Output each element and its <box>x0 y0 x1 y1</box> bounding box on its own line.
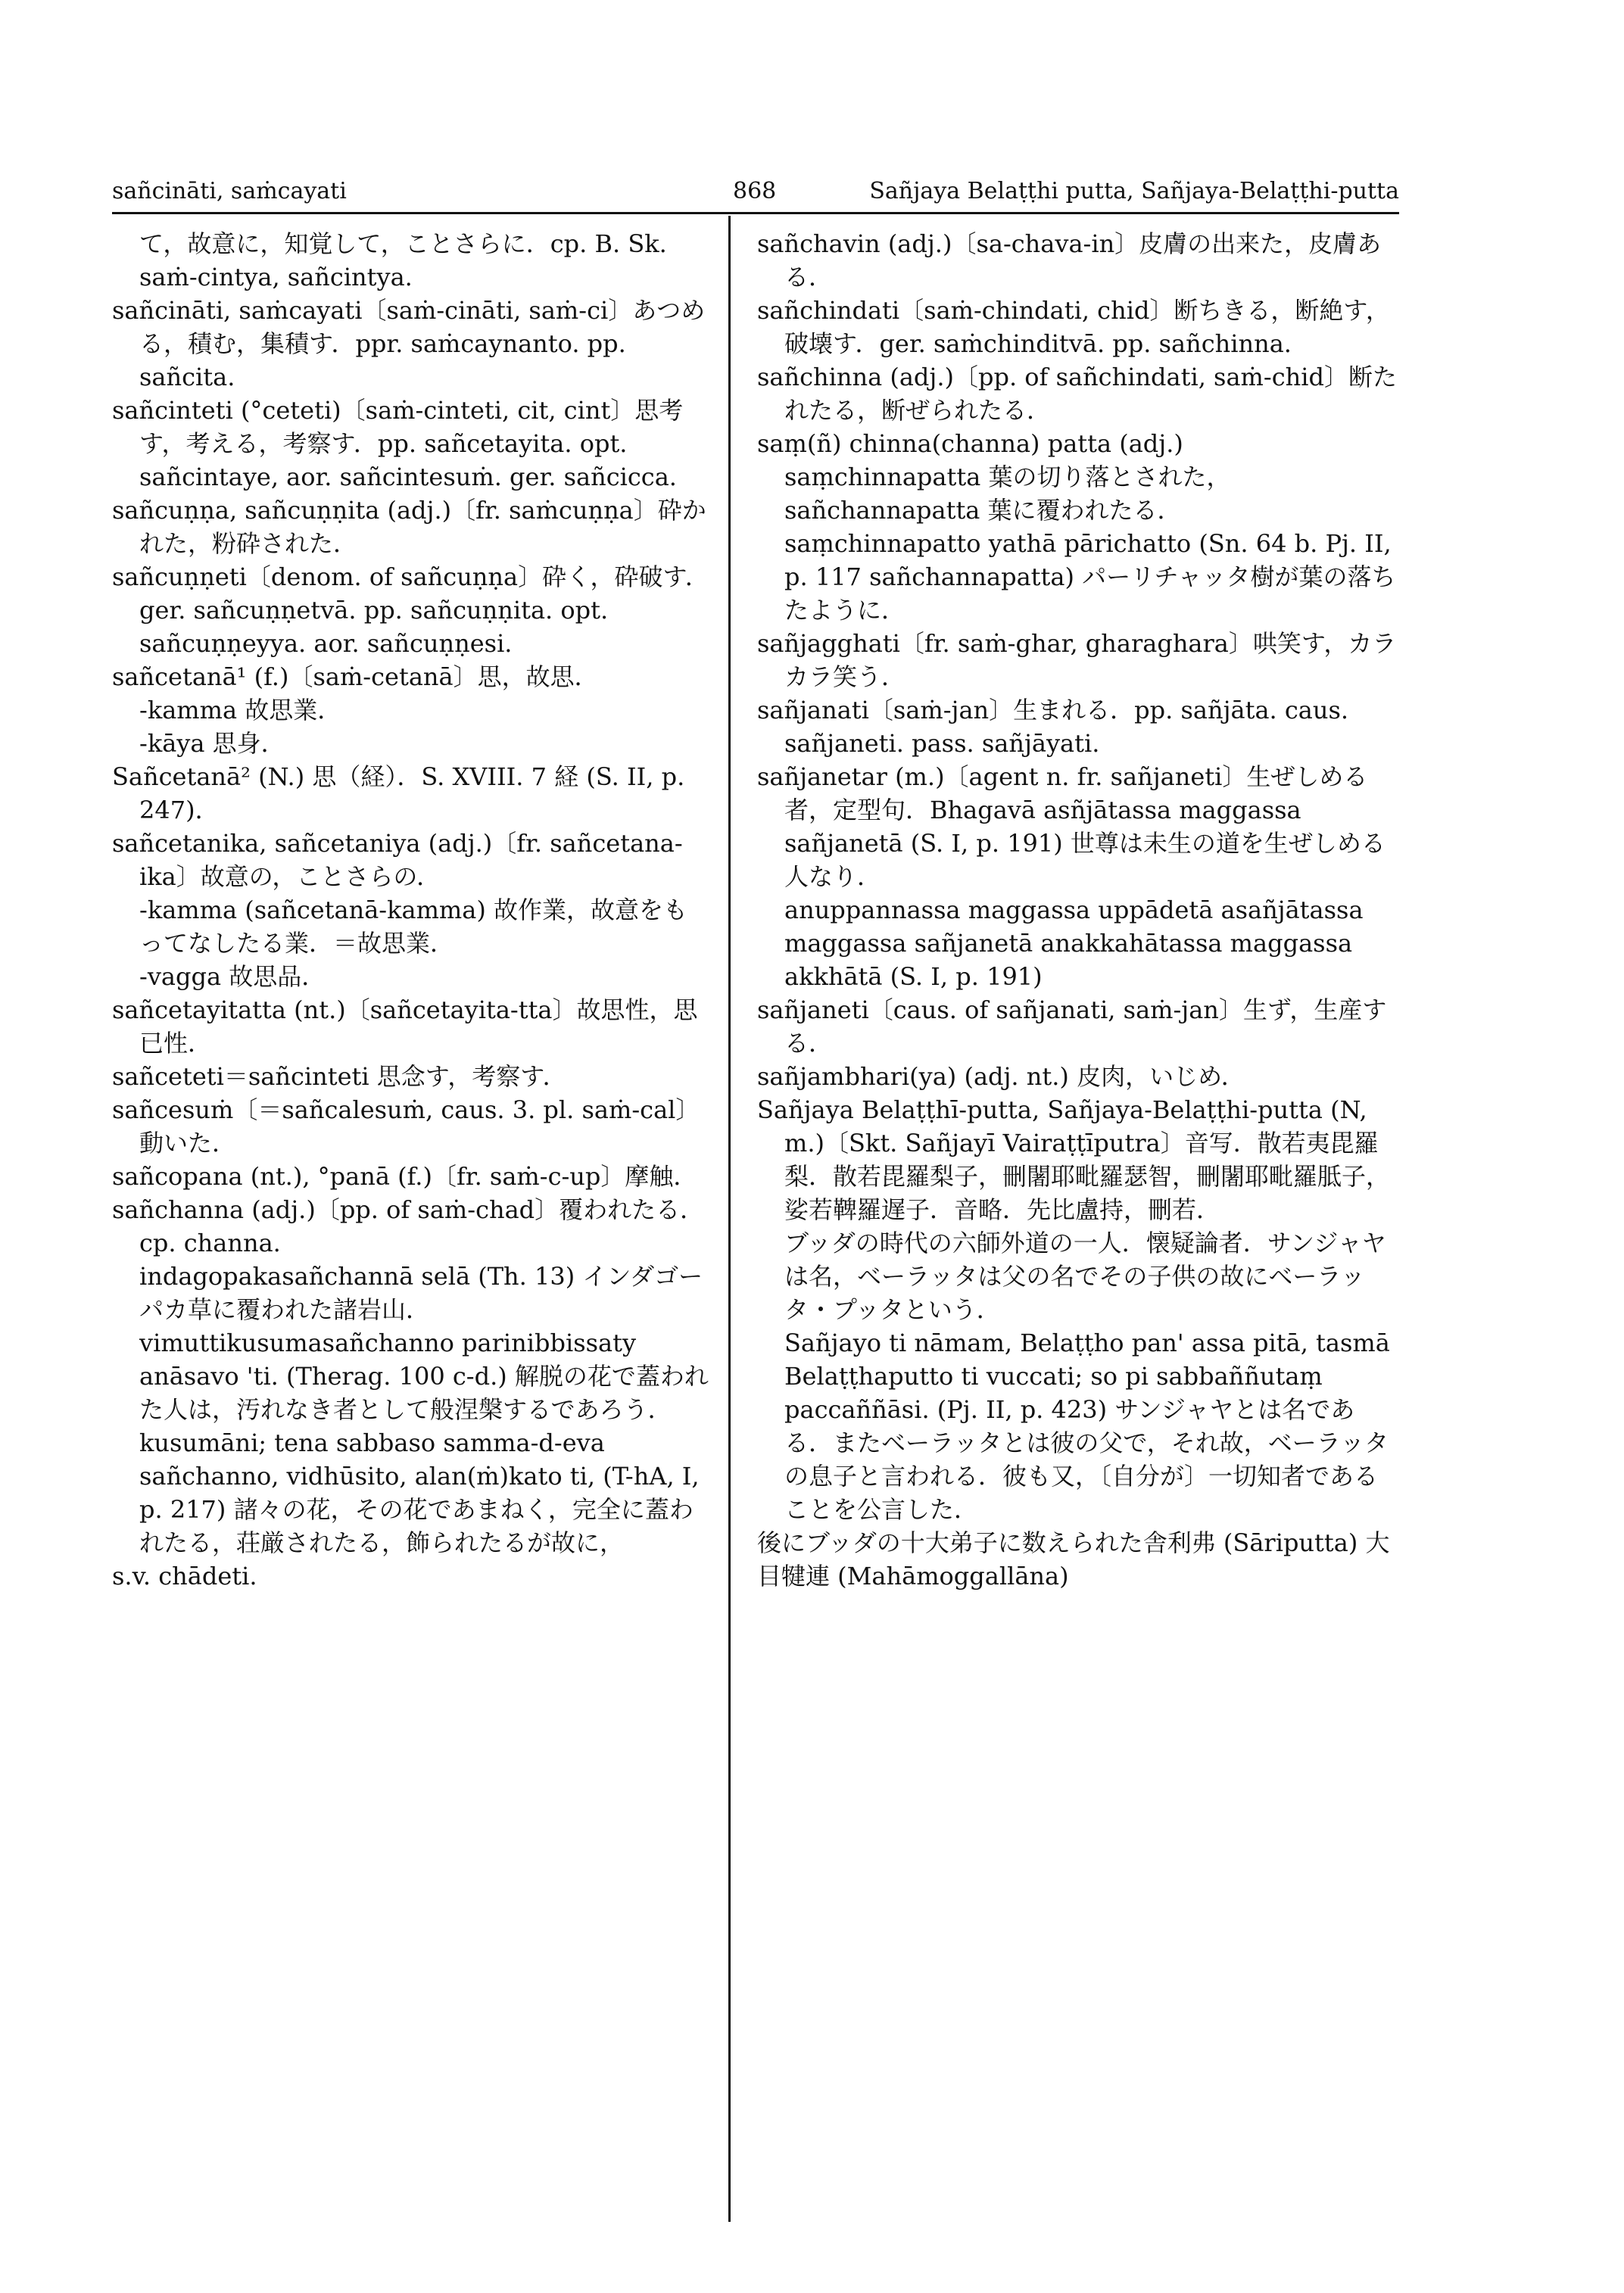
column-divider <box>728 216 731 2222</box>
example-sanjayo: Sañjayo ti nāmam, Belaṭṭho pan' assa pitā, tasmā Belaṭṭhaputto ti vuccati; so pi sabbaññutaṃ paccaññāsi. (Pj. II, p. 423) サンジャヤとは名である．またベーラッタとは彼の父で，それ故，ベーラッタの息子と言われる．彼も又，〔自分が〕一切知者であることを公言した． <box>784 1329 1390 1524</box>
subentry-sanchannapatta: sañchannapatta 葉に覆われたる． <box>784 496 1182 525</box>
entry-sancunneti: sañcuṇṇeti〔denom. of sañcuṇṇa〕砕く，砕破す．ger. sañcuṇṇetvā. pp. sañcuṇṇita. opt. sañcuṇṇeyya. aor. sañcuṇṇesi. <box>112 562 709 658</box>
subentry-kamma-2: -kamma (sañcetanā-kamma) 故作業，故意をもってなしたる業．＝故思業． <box>139 896 688 958</box>
subentry-samchinnapatta: saṃchinnapatta 葉の切り落とされた， <box>784 463 1231 491</box>
example-kusumani: kusumāni; tena sabbaso samma-d-eva sañchanno, vidhūsito, alan(ṁ)kato ti, (T-hA, I, p. 217) 諸々の花，その花であまねく，完全に蓋われたる，荘厳されたる，飾られたるが故に， <box>139 1428 700 1557</box>
example-vimutti: vimuttikusumasañchanno parinibbissaty anāsavo 'ti. (Therag. 100 c-d.) 解脱の花で蓋われた人は，汚れなき者として般涅槃するであろう． <box>139 1329 709 1424</box>
entry-sancesum: sañcesuṁ〔＝sañcalesuṁ, caus. 3. pl. saṁ-cal〕動いた． <box>112 1095 700 1157</box>
right-column <box>757 227 1401 1593</box>
example-samchinnapatto: saṃchinnapatto yathā pārichatto (Sn. 64 b. Pj. II, p. 117 sañchannapatta) パーリチャッタ樹が葉の落ちたように． <box>784 529 1396 625</box>
entry-sancetana-1: sañcetanā¹ (f.)〔saṁ-cetanā〕思，故思． <box>112 662 599 691</box>
note-six-teachers: ブッダの時代の六師外道の一人．懐疑論者．サンジャヤは名，ベーラッタは父の名でその子供の故にベーラッタ・プッタという． <box>784 1229 1386 1324</box>
example-indagopaka: indagopakasañchannā selā (Th. 13) インダゴーパカ草に覆われた諸岩山． <box>139 1262 703 1324</box>
see-also-chadeti: s.v. chādeti. <box>112 1562 257 1590</box>
entry-sanchanna: sañchanna (adj.)〔pp. of saṁ-chad〕覆われたる．cp. channa. <box>112 1195 705 1257</box>
page-number: 868 <box>733 178 777 204</box>
header-left-guide-word: sañcināti, saṁcayati <box>112 178 347 204</box>
entry-sancinati: sañcināti, saṁcayati〔saṁ-cināti, saṁ-ci〕あつめる，積む，集積す．ppr. saṁcaynanto. pp. sañcita. <box>112 296 706 391</box>
entry-sanceteti: sañceteti＝sañcinteti 思念す，考察す． <box>112 1062 567 1091</box>
entry-sancunna: sañcuṇṇa, sañcuṇṇita (adj.)〔fr. saṁcuṇṇa〕砕かれた，粉砕された． <box>112 496 706 558</box>
header-right-guide-word: Sañjaya Belaṭṭhi putta, Sañjaya-Belaṭṭhi-putta <box>869 178 1399 204</box>
entry-sanchavin: sañchavin (adj.)〔sa-chava-in〕皮膚の出来た，皮膚ある． <box>757 229 1382 291</box>
entry-sancinteti: sañcinteti (°ceteti)〔saṁ-cinteti, cit, cint〕思考す，考える，考察す．pp. sañcetayita. opt. sañcintaye, aor. sañcintesuṁ. ger. sañcicca. <box>112 396 684 491</box>
note-sariputta: 後にブッダの十大弟子に数えられた舎利弗 (Sāriputta) 大目犍連 (Mahāmoggallāna) <box>757 1528 1390 1590</box>
entry-samchinna-patta: saṃ(ñ) chinna(channa) patta (adj.) <box>757 429 1183 458</box>
entry-sanchindati: sañchindati〔saṁ-chindati, chid〕断ちきる，断絶す，破壊す．ger. saṁchinditvā. pp. sañchinna. <box>757 296 1390 358</box>
entry-sancopana: sañcopana (nt.), °panā (f.)〔fr. saṁ-c-up〕摩触． <box>112 1162 698 1191</box>
entry-sanjagghati: sañjagghati〔fr. saṁ-ghar, gharaghara〕哄笑す，カラカラ笑う． <box>757 629 1397 691</box>
entry-sancetayitatta: sañcetayitatta (nt.)〔sañcetayita-tta〕故思性，思已性． <box>112 995 698 1058</box>
entry-sanchinna: sañchinna (adj.)〔pp. of sañchindati, saṁ-chid〕断たれたる，断ぜられたる． <box>757 363 1397 425</box>
entry-sanjaya-belatthi-putta: Sañjaya Belaṭṭhī-putta, Sañjaya-Belaṭṭhi-putta (N, m.)〔Skt. Sañjayī Vairaṭṭīputra〕音写．散若夷毘羅梨．散若毘羅梨子，刪闍耶毗羅瑟智，刪闍耶毗羅胝子，娑若鞞羅遅子．音略．先比盧持，刪若． <box>757 1095 1391 1224</box>
entry-sanjanetar: sañjanetar (m.)〔agent n. fr. sañjaneti〕生ぜしめる者，定型句．Bhagavā asñjātassa maggassa sañjanetā (S. I, p. 191) 世尊は未生の道を生ぜしめる人なり． <box>757 762 1386 891</box>
entry-sancetana-2: Sañcetanā² (N.) 思（経）．S. XVIII. 7 経 (S. II, p. 247)． <box>112 762 685 824</box>
header-rule <box>112 212 1399 214</box>
subentry-kaya: -kāya 思身． <box>139 729 285 758</box>
entry-sanjambhari: sañjambhari(ya) (adj. nt.) 皮肉，いじめ． <box>757 1062 1245 1091</box>
example-anuppannassa: anuppannassa maggassa uppādetā asañjātassa maggassa sañjanetā anakkahātassa maggassa akkhātā (S. I, p. 191) <box>784 896 1364 991</box>
subentry-vagga: -vagga 故思品． <box>139 962 326 991</box>
subentry-kamma: -kamma 故思業． <box>139 696 342 724</box>
entry-sancetanika: sañcetanika, sañcetaniya (adj.)〔fr. sañcetana-ika〕故意の，ことさらの． <box>112 829 683 891</box>
running-header <box>112 170 1399 216</box>
left-column <box>112 227 710 1593</box>
entry-sanjanati: sañjanati〔saṁ-jan〕生まれる．pp. sañjāta. caus. sañjaneti. pass. sañjāyati. <box>757 696 1349 758</box>
entry-sanjaneti: sañjaneti〔caus. of sañjanati, saṁ-jan〕生ず，生産する． <box>757 995 1387 1058</box>
entry-continuation: て，故意に，知覚して，ことさらに．cp. B. Sk. saṁ-cintya, sañcintya. <box>139 229 667 291</box>
